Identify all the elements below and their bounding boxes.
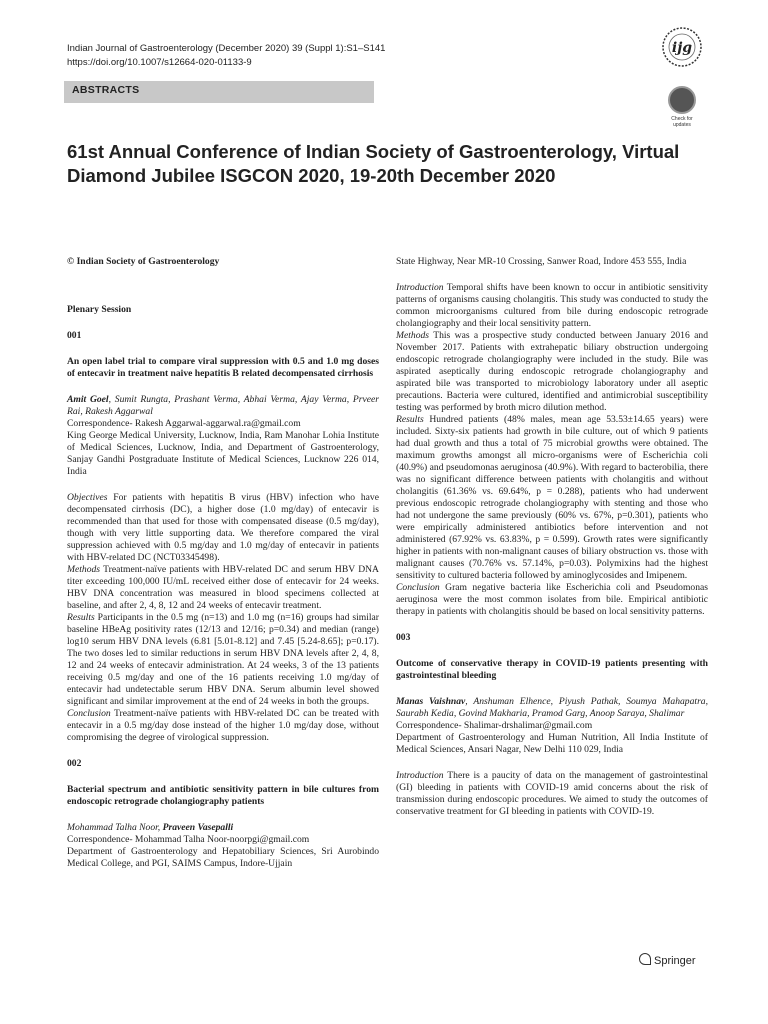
co-authors-003: , Anshuman Elhence, Piyush Pathak, Soumya Mahapatra, Saurabh Kedia, Govind Makharia, Pramod Garg, Anoop Saraya, Shalimar <box>396 696 708 719</box>
methods-paragraph-001 <box>67 564 379 612</box>
banner-label: ABSTRACTS <box>72 84 140 96</box>
journal-citation: Indian Journal of Gastroenterology (December 2020) 39 (Suppl 1):S1–S141 <box>67 43 386 54</box>
check-updates-icon <box>668 86 696 114</box>
logo-text: ijg <box>671 40 693 56</box>
left-column <box>67 256 379 870</box>
conclusion-text-002: Gram negative bacteria like Escherichia coli and Pseudomonas aeruginosa were the most common isolates from bile. Empirical antibiotic therapy in patients with cholangitis should be based on local sensitivity patterns. <box>396 582 708 617</box>
section-banner <box>64 81 374 103</box>
introduction-text-002: Temporal shifts have been known to occur in antibiotic sensitivity patterns of organisms causing cholangitis. This study was conducted to study the common microorganisms cultured from bile during endoscopic retrograde cholangiography and their local sensitivity pattern. <box>396 282 708 329</box>
affiliation-002: Department of Gastroenterology and Hepatobiliary Sciences, Sri Aurobindo Medical College, and PGI, SAIMS Campus, Indore-Ujjain <box>67 846 379 869</box>
abstract-number-001: 001 <box>67 330 82 341</box>
methods-label-002: Methods <box>396 330 430 341</box>
conclusion-text-001: Treatment-naïve patients with HBV-related DC can be treated with entecavir in a 0.5 mg/day dose instead of the higher 1.0 mg/day dose, without compromising the degree of virological suppression. <box>67 708 379 743</box>
authors-002 <box>67 822 379 834</box>
methods-label-001: Methods <box>67 564 101 575</box>
abstract-title-002: Bacterial spectrum and antibiotic sensitivity pattern in bile cultures from endoscopic retrograde cholangiography patients <box>67 784 379 807</box>
methods-paragraph-002 <box>396 330 708 414</box>
results-label-002: Results <box>396 414 424 425</box>
authors-001 <box>67 394 379 418</box>
presenting-author-002: Praveen Vasepalli <box>162 822 234 833</box>
introduction-paragraph-003 <box>396 770 708 818</box>
correspondence-001: Correspondence- Rakesh Aggarwal-aggarwal.ra@gmail.com <box>67 418 301 429</box>
co-authors-002: Mohammad Talha Noor, <box>67 822 163 833</box>
conclusion-label-002: Conclusion <box>396 582 440 593</box>
conclusion-paragraph-002 <box>396 582 708 618</box>
co-authors-001: , Sumit Rungta, Prashant Verma, Abhai Verma, Ajay Verma, Prveer Rai, Rakesh Aggarwal <box>67 394 379 417</box>
results-text-001: Participants in the 0.5 mg (n=13) and 1.0 mg (n=16) groups had similar baseline HBeAg positivity rates (12/13 and 12/16; p=0.34) and median (range) log10 serum HBV DNA levels (6.81 [5.01-8.12] and 7.45 [5.24-8.65]; p=0.17). The two doses led to similar reductions in serum HBV DNA levels after 2, 4, 8, 12 and 24 weeks of entecavir administration. At 24 weeks, 3 of the 13 patients receiving 0.5 mg/day and one of the 16 patients receiving 1.0 mg/day of entecavir had undetectable serum HBV DNA. Serum albumin level showed significant and similar improvement at the end of 24 weeks in both the groups. <box>67 612 379 707</box>
objectives-text: For patients with hepatitis B virus (HBV) infection who have decompensated cirrhosis (DC), a higher dose (1.0 mg/day) of entecavir is recommended than that used for those with compensated disease (0.5 mg/day), though with very little supporting data. We therefore compared the viral suppression achieved with 0.5 mg/day and 1.0 mg/day of entecavir in patients with HBV-related DC (NCT03345498). <box>67 492 379 563</box>
affiliation-003: Department of Gastroenterology and Human Nutrition, All India Institute of Medical Sciences, Ansari Nagar, New Delhi 110 029, India <box>396 732 708 755</box>
correspondence-002: Correspondence- Mohammad Talha Noor-noorpgi@gmail.com <box>67 834 310 845</box>
doi-link[interactable]: https://doi.org/10.1007/s12664-020-01133-9 <box>67 57 252 68</box>
methods-text-001: Treatment-naïve patients with HBV-related DC and serum HBV DNA titer exceeding 100,000 IU/mL received either dose of entecavir for 24 weeks. HBV DNA concentration was measured in blood specimens collected at baseline, and after 2, 4, 8, 12 and 24 weeks of entecavir treatment. <box>67 564 379 611</box>
check-for-updates-badge[interactable] <box>666 86 698 128</box>
springer-horse-icon <box>639 953 651 965</box>
affiliation-001: King George Medical University, Lucknow, India, Ram Manohar Lohia Institute of Medical Sciences, Lucknow, India, and Department of Gastroenterology, Sanjay Gandhi Postgraduate Institute of Medical Sciences, Lucknow 226 014, India <box>67 430 379 477</box>
journal-logo <box>661 26 703 68</box>
check-updates-line2: updates <box>673 122 691 128</box>
abstract-number-002: 002 <box>67 758 82 769</box>
objectives-paragraph <box>67 492 379 564</box>
correspondence-003: Correspondence- Shalimar-drshalimar@gmail.com <box>396 720 593 731</box>
introduction-label-003: Introduction <box>396 770 444 781</box>
introduction-paragraph-002 <box>396 282 708 330</box>
results-text-002: Hundred patients (48% males, mean age 53.53±14.65 years) were included. Sixty-six patients had growth in bile culture, out of which 9 patients had dual growth and thus a total of 75 microbial growths were obtained. The maximum growths amongst all micro-organisms were of Escherichia coli (40.9%) and pseudomonas aeruginosa (40.9%). With regard to bacterobilia, there was no significant difference between patients with cholangitis and without cholangitis (61.36% vs. 69.64%, p = 0.288), patients who had underwent previous endoscopic retrograde cholangiography with stenting and those who had not undergone the same previously (60% vs. 67%, p=0.301), patients who were empirically administered antibiotics before intervention and not administered (67.92% vs. 63.83%, p = 0.599). Growth rates were significantly higher in patients with non-malignant causes of biliary obstruction vs. those with malignant causes (70.76% vs. 57.14%, p=0.03). Polymixins had the highest sensitivity to cultured bacteria followed by aminoglycosides and Imipenem. <box>396 414 708 581</box>
methods-text-002: This was a prospective study conducted between January 2016 and November 2017. Patients with extrahepatic biliary obstruction undergoing endoscopic retrograde cholangiography were included in the study. Bile was aspirated aseptically during endoscopic retrograde cholangiography and aspirated bile was transported to microbiology laboratory under all aseptic precautions. Bacteria were cultured, identified and antimicrobial susceptibility testing was performed by broth micro dilution method. <box>396 330 708 413</box>
introduction-text-003: There is a paucity of data on the management of gastrointestinal (GI) bleeding in patients with COVID-19 amid concerns about the risk of transmission during endoscopic procedures. We aimed to study the outcomes of conservative treatment for GI bleeding in patients with COVID-19. <box>396 770 708 817</box>
presenting-author-001: Amit Goel <box>67 394 109 405</box>
affiliation-002-continued: State Highway, Near MR-10 Crossing, Sanwer Road, Indore 453 555, India <box>396 256 687 267</box>
authors-003 <box>396 696 708 720</box>
results-paragraph-002 <box>396 414 708 582</box>
introduction-label-002: Introduction <box>396 282 444 293</box>
conclusion-label-001: Conclusion <box>67 708 111 719</box>
abstract-number-003: 003 <box>396 632 411 643</box>
journal-header <box>67 42 385 70</box>
session-title: Plenary Session <box>67 304 132 315</box>
copyright-line: © Indian Society of Gastroenterology <box>67 256 220 267</box>
results-label-001: Results <box>67 612 95 623</box>
publisher-logo <box>639 953 696 967</box>
publisher-name: Springer <box>654 955 696 967</box>
objectives-label: Objectives <box>67 492 108 503</box>
conclusion-paragraph-001 <box>67 708 379 744</box>
abstract-title-003: Outcome of conservative therapy in COVID-19 patients presenting with gastrointestinal bleeding <box>396 658 708 681</box>
results-paragraph-001 <box>67 612 379 708</box>
presenting-author-003: Manas Vaishnav <box>396 696 466 707</box>
right-column <box>396 256 708 818</box>
check-updates-line1: Check for <box>671 116 693 122</box>
page-title: 61st Annual Conference of Indian Society of Gastroenterology, Virtual Diamond Jubilee ISGCON 2020, 19-20th December 2020 <box>67 141 680 186</box>
abstract-title-001: An open label trial to compare viral suppression with 0.5 and 1.0 mg doses of entecavir in treatment naive hepatitis B related decompensated cirrhosis <box>67 356 379 379</box>
